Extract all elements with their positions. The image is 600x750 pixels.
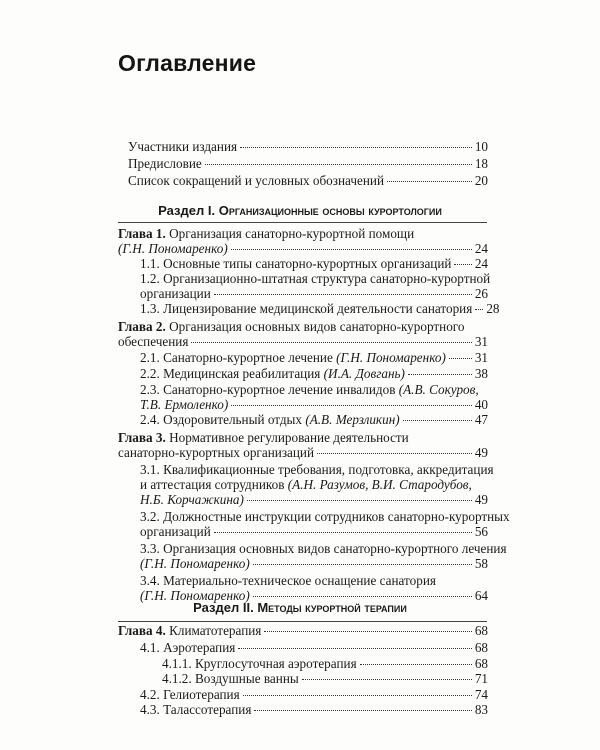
toc-chapter-3[interactable]	[118, 430, 409, 445]
chapter-number: Глава 4.	[118, 623, 166, 638]
toc-chapter-4[interactable]	[118, 623, 488, 638]
entry-page: 26	[474, 286, 488, 301]
entry-page: 83	[474, 702, 488, 717]
dot-leader	[408, 374, 472, 375]
dot-leader	[214, 294, 472, 295]
entry-page: 64	[474, 588, 488, 603]
toc-entry-3-3[interactable]	[140, 541, 507, 556]
section-heading-2	[118, 600, 482, 615]
entry-author: (Г.Н. Пономаренко)	[336, 350, 446, 365]
section-rule	[118, 621, 487, 622]
chapter-title: Организация основных видов санаторно-курортного	[169, 319, 465, 334]
toc-entry-1-2[interactable]	[140, 271, 490, 286]
dot-leader	[191, 342, 471, 343]
toc-entry-1-2-cont[interactable]	[140, 286, 488, 301]
dot-leader	[243, 695, 472, 696]
chapter-author: (Г.Н. Пономаренко)	[118, 241, 228, 256]
toc-chapter-1[interactable]	[118, 226, 414, 241]
toc-entry-4-1-1[interactable]	[162, 656, 488, 671]
toc-entry-3-2[interactable]	[140, 509, 510, 524]
entry-page: 49	[474, 445, 488, 460]
toc-entry-3-1-cont[interactable]	[140, 492, 488, 507]
chapter-title: Нормативное регулирование деятельности	[169, 430, 409, 445]
dot-leader	[253, 564, 472, 565]
dot-leader	[302, 679, 472, 680]
toc-entry-3-3-cont[interactable]	[140, 556, 488, 571]
dot-leader	[449, 358, 472, 359]
entry-author-cont: Т.В. Ермоленко)	[140, 397, 229, 412]
entry-page: 58	[474, 556, 488, 571]
entry-page: 24	[474, 256, 488, 271]
toc-entry-3-1-line2[interactable]	[140, 477, 472, 492]
toc-entry-1-3[interactable]	[140, 301, 500, 316]
chapter-title-cont: санаторно-курортных организаций	[118, 445, 315, 460]
entry-page: 24	[474, 241, 488, 256]
entry-label: 4.2. Гелиотерапия	[140, 687, 240, 702]
dot-leader	[231, 249, 472, 250]
entry-page: 18	[474, 156, 488, 171]
toc-entry-4-1-2[interactable]	[162, 671, 488, 686]
entry-page: 38	[474, 366, 488, 381]
chapter-title: Климатотерапия	[169, 623, 262, 638]
entry-label: 4.1. Аэротерапия	[140, 640, 236, 655]
dot-leader	[387, 181, 472, 182]
entry-page: 68	[474, 623, 488, 638]
toc-entry-2-1[interactable]	[140, 350, 488, 365]
entry-page: 68	[474, 640, 488, 655]
chapter-number: Глава 3.	[118, 430, 166, 445]
entry-label: 1.3. Лицензирование медицинской деятельности санатория	[140, 301, 473, 316]
dot-leader	[403, 420, 472, 421]
toc-entry-2-4[interactable]	[140, 412, 488, 427]
entry-label: 2.4. Оздоровительный отдых	[140, 412, 303, 427]
toc-entry-3-2-cont[interactable]	[140, 524, 488, 539]
page-title: Оглавление	[118, 50, 257, 76]
entry-label-cont: и аттестация сотрудников	[140, 477, 285, 492]
entry-page: 71	[474, 671, 488, 686]
dot-leader	[317, 453, 472, 454]
dot-leader	[231, 405, 472, 406]
toc-entry-preface[interactable]	[128, 156, 488, 171]
toc-entry-4-1[interactable]	[140, 640, 488, 655]
entry-page: 10	[474, 139, 488, 154]
entry-label: Предисловие	[128, 156, 202, 171]
dot-leader	[360, 664, 472, 665]
toc-entry-4-2[interactable]	[140, 687, 488, 702]
dot-leader	[240, 147, 472, 148]
entry-author: (И.А. Довгань)	[323, 366, 405, 381]
chapter-number: Глава 1.	[118, 226, 166, 241]
dot-leader	[214, 532, 472, 533]
entry-author-cont: Н.Б. Корчажкина)	[140, 492, 244, 507]
entry-page: 49	[474, 492, 488, 507]
entry-page: 31	[474, 350, 488, 365]
entry-page: 74	[474, 687, 488, 702]
dot-leader	[475, 309, 483, 310]
entry-label: Список сокращений и условных обозначений	[128, 173, 384, 188]
entry-author: (А.Н. Разумов, В.И. Стародубов,	[287, 477, 472, 492]
entry-page: 40	[474, 397, 488, 412]
dot-leader	[254, 710, 471, 711]
entry-author: (А.В. Сокуров,	[398, 382, 479, 397]
section-heading-1	[118, 203, 482, 218]
toc-entry-abbreviations[interactable]	[128, 173, 488, 188]
toc-entry-1-1[interactable]	[140, 256, 488, 271]
entry-page: 31	[474, 334, 488, 349]
entry-label: 3.4. Материально-техническое оснащение санатория	[140, 573, 436, 588]
section-name: Методы курортной терапии	[257, 600, 407, 615]
toc-chapter-2[interactable]	[118, 319, 464, 334]
chapter-title: Организация санаторно-курортной помощи	[169, 226, 415, 241]
toc-entry-2-3[interactable]	[140, 382, 479, 397]
entry-author: (Г.Н. Пономаренко)	[140, 588, 250, 603]
toc-chapter-3-cont[interactable]	[118, 445, 488, 460]
entry-label: Участники издания	[128, 139, 238, 154]
entry-label: 2.1. Санаторно-курортное лечение	[140, 350, 333, 365]
entry-author: (А.В. Мерзликин)	[305, 412, 400, 427]
section-prefix: Раздел II.	[193, 600, 254, 615]
dot-leader	[247, 500, 472, 501]
section-name: Организационные основы курортологии	[218, 203, 442, 218]
entry-page: 47	[474, 412, 488, 427]
entry-label: 1.2. Организационно-штатная структура санаторно-курортной	[140, 271, 491, 286]
entry-label: 4.3. Талассотерапия	[140, 702, 252, 717]
dot-leader	[238, 648, 471, 649]
toc-entry-2-3-cont[interactable]	[140, 397, 488, 412]
chapter-number: Глава 2.	[118, 319, 166, 334]
entry-label: 2.2. Медицинская реабилитация	[140, 366, 321, 381]
toc-entry-3-1[interactable]	[140, 462, 494, 477]
entry-label: 3.2. Должностные инструкции сотрудников санаторно-курортных	[140, 509, 510, 524]
toc-chapter-2-cont[interactable]	[118, 334, 488, 349]
dot-leader	[253, 596, 472, 597]
entry-page: 68	[474, 656, 488, 671]
entry-label: 3.3. Организация основных видов санаторно-курортного лечения	[140, 541, 507, 556]
toc-entry-participants[interactable]	[128, 139, 488, 154]
entry-label: 2.3. Санаторно-курортное лечение инвалидов	[140, 382, 396, 397]
section-rule	[118, 222, 487, 223]
entry-page: 56	[474, 524, 488, 539]
entry-label: 4.1.1. Круглосуточная аэротерапия	[162, 656, 357, 671]
entry-label-cont: организации	[140, 286, 211, 301]
entry-label-cont: организаций	[140, 524, 211, 539]
entry-label: 4.1.2. Воздушные ванны	[162, 671, 299, 686]
entry-page: 20	[474, 173, 488, 188]
toc-entry-3-4[interactable]	[140, 573, 436, 588]
dot-leader	[454, 264, 471, 265]
toc-entry-2-2[interactable]	[140, 366, 488, 381]
dot-leader	[264, 631, 471, 632]
entry-label: 1.1. Основные типы санаторно-курортных организаций	[140, 256, 452, 271]
entry-author: (Г.Н. Пономаренко)	[140, 556, 250, 571]
toc-chapter-1-cont[interactable]	[118, 241, 488, 256]
section-prefix: Раздел I.	[158, 203, 216, 218]
chapter-title-cont: обеспечения	[118, 334, 189, 349]
toc-entry-4-3[interactable]	[140, 702, 488, 717]
dot-leader	[205, 164, 472, 165]
entry-label: 3.1. Квалификационные требования, подготовка, аккредитация	[140, 462, 494, 477]
entry-page: 28	[486, 301, 500, 316]
